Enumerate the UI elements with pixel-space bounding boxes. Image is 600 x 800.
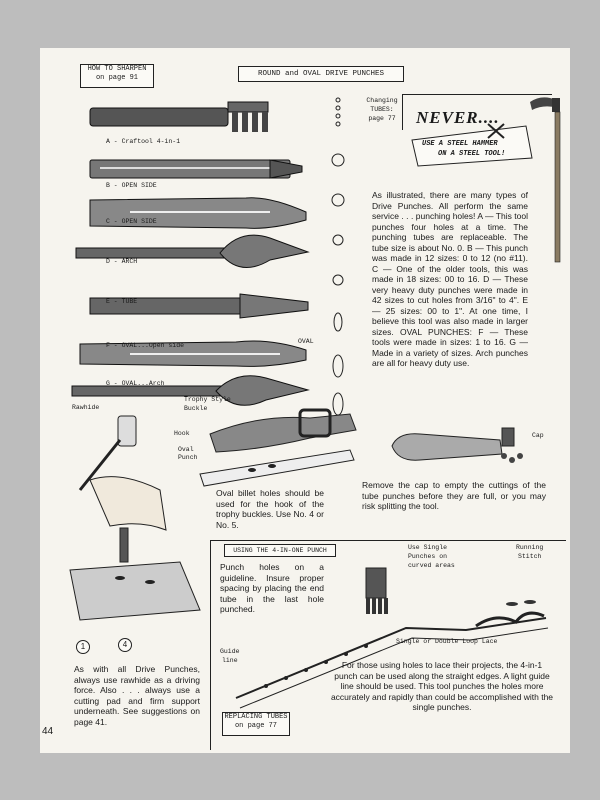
guide-line-1: Guide — [220, 648, 240, 655]
punch-label-g: G - OVAL...Arch — [106, 380, 165, 387]
page-title — [238, 66, 404, 82]
trophy-buckle-icon — [200, 394, 360, 484]
punch-label-e: E - TUBE — [106, 298, 138, 305]
punch-label-b: B - OPEN SIDE — [106, 182, 157, 189]
section-frame-top — [210, 540, 566, 541]
running-stitch-1: Running — [516, 544, 544, 551]
use-single-1: Use Single — [408, 544, 448, 551]
book-page — [40, 48, 570, 753]
marker-1 — [76, 640, 90, 654]
oval-punch-label-2: Punch — [178, 454, 198, 461]
hole-shapes — [328, 94, 348, 414]
never-callout — [408, 106, 536, 168]
never-line1: USE A STEEL HAMMER — [422, 140, 498, 148]
buckle-label-2: Buckle — [184, 405, 208, 412]
cap-caption: Remove the cap to empty the cuttings of the tube punches before they are full, or you may risk splitting the tool. — [362, 480, 546, 511]
punch-label-f: F - OVAL...Open side — [106, 342, 185, 349]
main-description: As illustrated, there are many types of Drive Punches. All perform the same service . . . punching holes! A — This tool punches four holes at a time. The punching tubes are replaceable. The tube size is about No. 0. B — This punch was made in 12 sizes: 0 to 12 (no #11). C — One of the older tools, this was made in 18 sizes: 00 to 16. D — These very heavy duty punches were made in 42 sizes to cut holes from 3/16" to 4". E — 25 sizes: 00 to 1". At one time, I believe this tool was also made in larger sizes. OVAL PUNCHES: F — These tools were made in sizes: 1 to 16. G — Made in a variety of sizes. Arch punches are all for heavy duty use. — [372, 190, 528, 368]
hook-label: Hook — [174, 430, 190, 437]
rawhide-note: As with all Drive Punches, always use rawhide as a driving force. Also . . . always use a cutting pad and firm support underneath. See suggestions on page 41. — [74, 664, 200, 727]
punch-b-open-side — [90, 160, 302, 178]
four-in-one-instructions: Punch holes on a guideline. Insure proper spacing by placing the end tube in the last hole punched. — [220, 562, 324, 614]
cap-label: Cap — [532, 432, 544, 439]
marker-4 — [118, 638, 132, 652]
marker-4-text: 4 — [122, 640, 128, 649]
punch-label-a: A - Craftool 4-in-1 — [106, 138, 181, 145]
cross-icon — [486, 122, 506, 140]
never-title: NEVER.... — [416, 108, 500, 127]
how-to-sharpen-box[interactable] — [80, 64, 154, 88]
section-frame-left — [210, 540, 211, 750]
rawhide-label: Rawhide — [72, 404, 100, 411]
hammer-icon — [528, 94, 568, 264]
changing-tubes-line3: page 77 — [368, 115, 396, 122]
marker-1-text: 1 — [80, 642, 86, 651]
use-single-2: Punches on — [408, 553, 448, 560]
page-title-text: ROUND and OVAL DRIVE PUNCHES — [257, 70, 385, 78]
use-single-3: curved areas — [408, 562, 455, 569]
replacing-line2: on page 77 — [234, 722, 277, 730]
guide-line-2: line — [222, 657, 238, 664]
trophy-caption: Oval billet holes should be used for the hook of the trophy buckles. Use No. 4 or No. 5. — [216, 488, 324, 530]
using-4in1-text: USING THE 4-IN-ONE PUNCH — [233, 547, 327, 554]
replacing-tubes-box[interactable] — [222, 712, 290, 736]
oval-label: OVAL — [298, 338, 314, 345]
tube-punch-cap-icon — [390, 422, 530, 472]
four-in-one-bottom-text: For those using holes to lace their projects, the 4-in-1 punch can be used along the straight edges. A light guide line should be used. This tool punches the holes more accurately and rapidly than could be accomplished with the single punches. — [330, 660, 554, 712]
page-number: 44 — [42, 726, 54, 737]
replacing-line1: REPLACING TUBES — [224, 713, 288, 721]
changing-tubes-box[interactable] — [363, 96, 401, 128]
oval-punch-label-1: Oval — [178, 446, 194, 453]
punch-label-c: C - OPEN SIDE — [106, 218, 157, 225]
never-line2: ON A STEEL TOOL! — [438, 150, 506, 158]
changing-tubes-line2: TUBES: — [370, 106, 394, 113]
punch-label-d: D - ARCH — [106, 258, 138, 265]
loop-lace-label: Single or Double Loop Lace — [396, 638, 498, 645]
buckle-label-1: Trophy Style — [184, 396, 231, 403]
sharpen-line2: on page 91 — [95, 74, 138, 82]
punch-a-craftool — [90, 102, 268, 132]
running-stitch-2: Stitch — [518, 553, 542, 560]
changing-tubes-line1: Changing — [366, 97, 398, 104]
using-4in1-title — [224, 544, 336, 557]
divider-vertical — [402, 94, 403, 130]
sharpen-line1: HOW TO SHARPEN — [87, 65, 147, 73]
hand-punching-illustration — [60, 470, 210, 600]
